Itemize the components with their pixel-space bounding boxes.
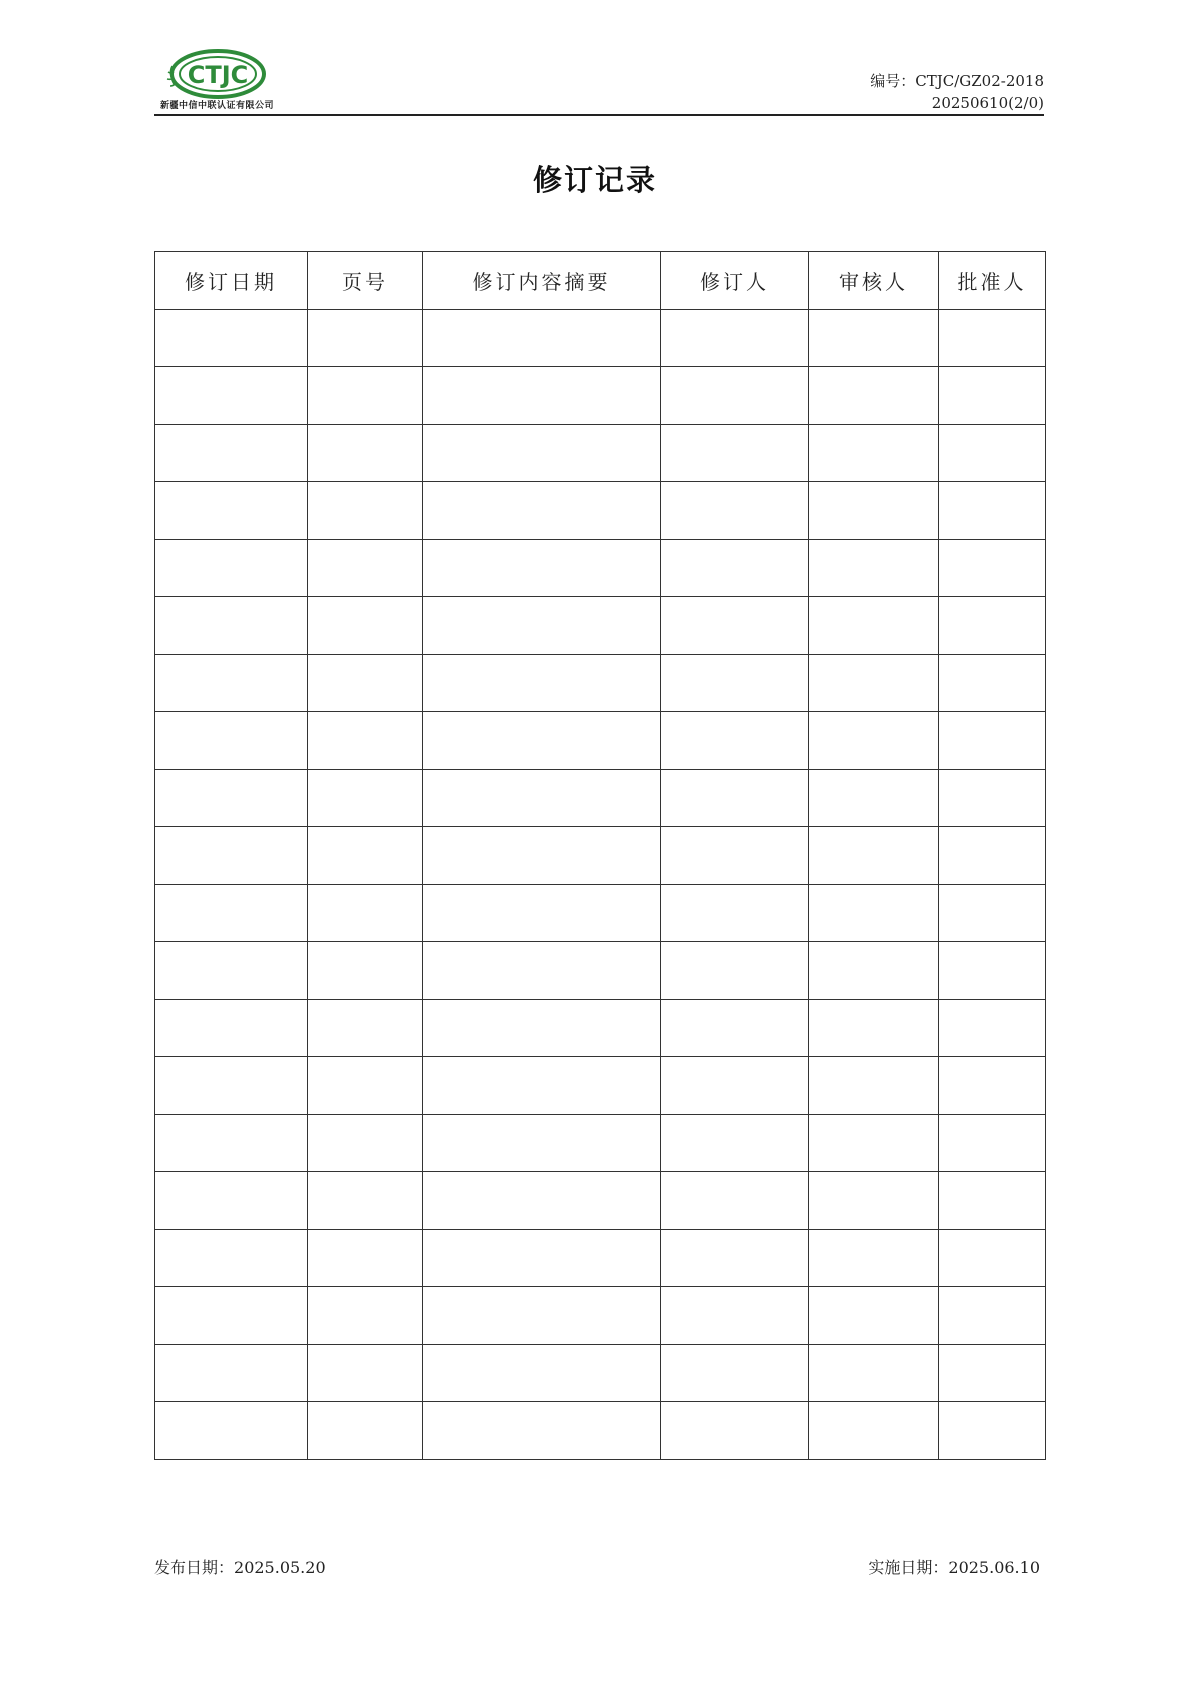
- cell-page-number: [308, 1172, 423, 1230]
- table-header-row: [155, 252, 1046, 310]
- cell-approver: [939, 1114, 1046, 1172]
- cell-revision-summary: [423, 1344, 661, 1402]
- cell-revision-date: [155, 712, 308, 770]
- cell-revision-summary: [423, 712, 661, 770]
- cell-reviewer: [809, 769, 939, 827]
- cell-approver: [939, 999, 1046, 1057]
- cell-page-number: [308, 884, 423, 942]
- cell-reviewer: [809, 482, 939, 540]
- cell-revision-summary: [423, 1229, 661, 1287]
- cell-reviewer: [809, 424, 939, 482]
- document-number-label: 编号：: [870, 72, 916, 90]
- revision-table-body: [155, 309, 1046, 1459]
- cell-reviewer: [809, 1402, 939, 1460]
- cell-reviser: [661, 539, 809, 597]
- cell-reviewer: [809, 1229, 939, 1287]
- cell-reviewer: [809, 1287, 939, 1345]
- cell-revision-summary: [423, 367, 661, 425]
- cell-page-number: [308, 827, 423, 885]
- cell-revision-summary: [423, 424, 661, 482]
- issue-date: 2025.05.20: [234, 1558, 326, 1577]
- page-title: 修订记录: [532, 163, 657, 197]
- cell-revision-summary: [423, 769, 661, 827]
- column-header-approver: 批准人: [939, 252, 1046, 310]
- cell-revision-summary: [423, 884, 661, 942]
- cell-approver: [939, 1344, 1046, 1402]
- table-row: [155, 999, 1046, 1057]
- cell-reviewer: [809, 884, 939, 942]
- table-row: [155, 884, 1046, 942]
- cell-reviser: [661, 597, 809, 655]
- table-row: [155, 712, 1046, 770]
- table-row: [155, 424, 1046, 482]
- cell-approver: [939, 1287, 1046, 1345]
- cell-revision-date: [155, 1229, 308, 1287]
- cell-revision-summary: [423, 1057, 661, 1115]
- logo-emblem-icon: [162, 46, 272, 102]
- cell-approver: [939, 827, 1046, 885]
- cell-reviewer: [809, 1114, 939, 1172]
- cell-reviser: [661, 424, 809, 482]
- table-row: [155, 1114, 1046, 1172]
- cell-revision-date: [155, 999, 308, 1057]
- cell-reviser: [661, 769, 809, 827]
- cell-reviewer: [809, 597, 939, 655]
- cell-revision-date: [155, 1057, 308, 1115]
- cell-page-number: [308, 1057, 423, 1115]
- table-row: [155, 1172, 1046, 1230]
- cell-reviewer: [809, 654, 939, 712]
- cell-revision-date: [155, 597, 308, 655]
- cell-reviser: [661, 654, 809, 712]
- issue-date-label: 发布日期：: [154, 1558, 235, 1577]
- cell-reviser: [661, 884, 809, 942]
- cell-reviser: [661, 1229, 809, 1287]
- effective-date: 2025.06.10: [948, 1558, 1040, 1577]
- cell-approver: [939, 942, 1046, 1000]
- cell-revision-summary: [423, 827, 661, 885]
- cell-approver: [939, 367, 1046, 425]
- table-row: [155, 1057, 1046, 1115]
- cell-revision-date: [155, 424, 308, 482]
- cell-revision-date: [155, 367, 308, 425]
- cell-revision-date: [155, 1344, 308, 1402]
- cell-reviser: [661, 1402, 809, 1460]
- cell-revision-date: [155, 309, 308, 367]
- cell-reviewer: [809, 1344, 939, 1402]
- cell-approver: [939, 597, 1046, 655]
- cell-revision-summary: [423, 942, 661, 1000]
- table-row: [155, 942, 1046, 1000]
- cell-reviewer: [809, 942, 939, 1000]
- table-row: [155, 1287, 1046, 1345]
- document-number: CTJC/GZ02-2018: [915, 72, 1044, 90]
- cell-page-number: [308, 769, 423, 827]
- cell-page-number: [308, 424, 423, 482]
- cell-reviser: [661, 1114, 809, 1172]
- cell-approver: [939, 1172, 1046, 1230]
- issue-date-line: [154, 1555, 326, 1578]
- cell-revision-date: [155, 1172, 308, 1230]
- cell-revision-summary: [423, 1114, 661, 1172]
- cell-reviser: [661, 712, 809, 770]
- document-number-row: [870, 70, 1044, 92]
- cell-revision-summary: [423, 539, 661, 597]
- cell-page-number: [308, 1402, 423, 1460]
- cell-revision-summary: [423, 654, 661, 712]
- document-meta: [870, 70, 1044, 114]
- table-row: [155, 769, 1046, 827]
- table-row: [155, 597, 1046, 655]
- table-row: [155, 654, 1046, 712]
- cell-reviewer: [809, 1057, 939, 1115]
- cell-revision-date: [155, 482, 308, 540]
- column-header-reviewer: 审核人: [809, 252, 939, 310]
- cell-revision-summary: [423, 482, 661, 540]
- cell-reviser: [661, 827, 809, 885]
- cell-revision-date: [155, 1114, 308, 1172]
- cell-page-number: [308, 712, 423, 770]
- table-row: [155, 309, 1046, 367]
- cell-page-number: [308, 999, 423, 1057]
- table-row: [155, 482, 1046, 540]
- cell-page-number: [308, 597, 423, 655]
- revision-table: [154, 251, 1046, 1460]
- cell-page-number: [308, 309, 423, 367]
- cell-approver: [939, 309, 1046, 367]
- cell-reviser: [661, 1057, 809, 1115]
- cell-approver: [939, 1402, 1046, 1460]
- cell-reviser: [661, 309, 809, 367]
- cell-approver: [939, 712, 1046, 770]
- cell-revision-date: [155, 539, 308, 597]
- table-row: [155, 827, 1046, 885]
- page-header: [154, 40, 1044, 116]
- cell-revision-date: [155, 827, 308, 885]
- effective-date-label: 实施日期：: [868, 1558, 949, 1577]
- cell-revision-date: [155, 884, 308, 942]
- table-row: [155, 1229, 1046, 1287]
- cell-revision-summary: [423, 309, 661, 367]
- cell-revision-date: [155, 769, 308, 827]
- cell-reviewer: [809, 712, 939, 770]
- cell-page-number: [308, 539, 423, 597]
- cell-page-number: [308, 1229, 423, 1287]
- effective-date-line: [868, 1555, 1040, 1578]
- cell-revision-summary: [423, 1172, 661, 1230]
- cell-approver: [939, 1229, 1046, 1287]
- table-row: [155, 367, 1046, 425]
- cell-approver: [939, 884, 1046, 942]
- column-header-reviser: 修订人: [661, 252, 809, 310]
- cell-revision-date: [155, 654, 308, 712]
- cell-approver: [939, 1057, 1046, 1115]
- cell-approver: [939, 482, 1046, 540]
- cell-reviewer: [809, 1172, 939, 1230]
- cell-approver: [939, 654, 1046, 712]
- column-header-revision-date: 修订日期: [155, 252, 308, 310]
- cell-page-number: [308, 482, 423, 540]
- svg-text:CTJC: CTJC: [187, 61, 249, 89]
- cell-reviser: [661, 367, 809, 425]
- cell-approver: [939, 539, 1046, 597]
- cell-approver: [939, 424, 1046, 482]
- cell-reviewer: [809, 309, 939, 367]
- company-name: 新疆中信中联认证有限公司: [160, 101, 275, 111]
- cell-page-number: [308, 942, 423, 1000]
- cell-reviewer: [809, 999, 939, 1057]
- cell-revision-summary: [423, 1287, 661, 1345]
- cell-reviewer: [809, 539, 939, 597]
- cell-reviser: [661, 1172, 809, 1230]
- column-header-page-number: 页号: [308, 252, 423, 310]
- cell-revision-date: [155, 1287, 308, 1345]
- column-header-revision-summary: 修订内容摘要: [423, 252, 661, 310]
- cell-reviser: [661, 482, 809, 540]
- cell-revision-summary: [423, 597, 661, 655]
- table-row: [155, 1344, 1046, 1402]
- cell-page-number: [308, 1114, 423, 1172]
- cell-page-number: [308, 1344, 423, 1402]
- table-row: [155, 539, 1046, 597]
- cell-revision-summary: [423, 999, 661, 1057]
- cell-reviser: [661, 999, 809, 1057]
- cell-reviser: [661, 1287, 809, 1345]
- table-row: [155, 1402, 1046, 1460]
- cell-reviewer: [809, 367, 939, 425]
- cell-page-number: [308, 367, 423, 425]
- cell-revision-date: [155, 1402, 308, 1460]
- document-version: 20250610(2/0): [931, 94, 1044, 112]
- cell-reviewer: [809, 827, 939, 885]
- cell-approver: [939, 769, 1046, 827]
- cell-reviser: [661, 942, 809, 1000]
- cell-revision-summary: [423, 1402, 661, 1460]
- cell-page-number: [308, 1287, 423, 1345]
- cell-reviser: [661, 1344, 809, 1402]
- cell-page-number: [308, 654, 423, 712]
- cell-revision-date: [155, 942, 308, 1000]
